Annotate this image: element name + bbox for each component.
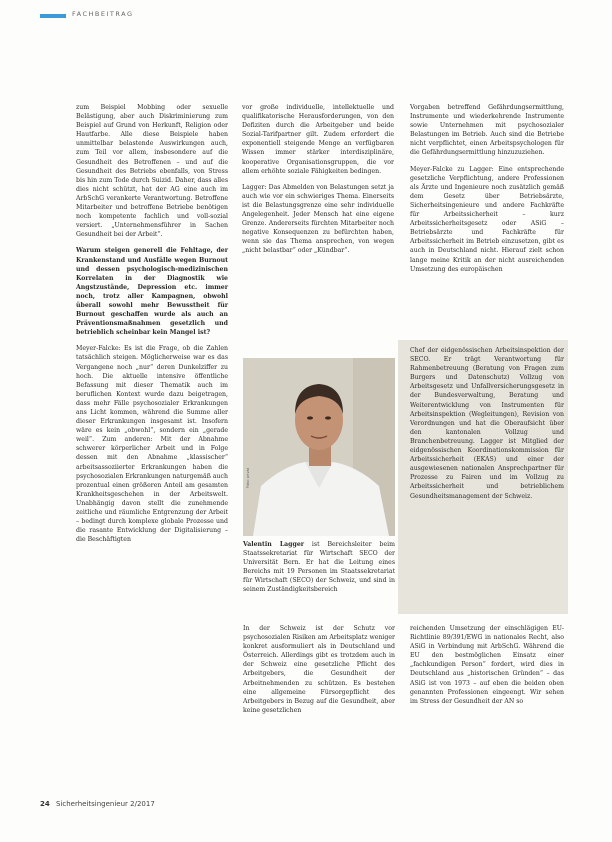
column-1 [76,103,228,551]
column-1-paragraph-1: zum Beispiel Mobbing oder sexuelle Belästigung, aber auch Diskriminierung zum Beispiel auf Grund von Herkunft, Religion oder Hautfarbe. Alle diese Beispiele haben unmittelbar belastende Auswirkungen auch, zum Teil vor allem, insbesondere auf die Gesundheit des Betroffenen – und auf die Gesundheit des Betriebs ebenfalls, von Stress bis hin zum Tode durch Suizid. Daher, dass alles dies nicht schützt, hat der AG eine auch im ArbSchG verankerte Verantwortung. Betroffene Mitarbeiter und betroffene Betriebe benötigen noch kompetente fachlich und voll-sozial versiert. „Unternehmensführer in Sachen Gesundheit bei der Arbeit“. [76,104,228,239]
publication-name: Sicherheitsingenieur 2/2017 [55,800,155,808]
section-label: FACHBEITRAG [72,10,134,18]
photo-caption [243,540,395,595]
info-sidebar-text: Chef der eidgenössischen Arbeitsinspektion der SECO. Er trägt Verantwortung für Rahmenbetreuung (Beratung von Fragen zum Burgers und Datenschutz) Vollzug von Arbeitsgesetz und Unfallversicherungsgesetz in der Bundesverwaltung, Beratung und Weiterentwicklung von Instrumenten für Arbeitsinspektion (Wegleitungen), Revision von Verordnungen und hat die Oberaufsicht über den kantonalen Vollzug und Branchenbetreuung. Lagger ist Mitglied der eidgenössischen Koordinationskommission für Arbeitssicherheit (EKAS) und einer der ausgewiesenen nationalen Ansprechpartner für Prozesse zu Fairen und im Vollzug zu Arbeitssicherheit und betrieblichem Gesundheitsmanagement der Schweiz. [410,347,564,500]
interview-question: Warum steigen generell die Fehltage, der Krankenstand und Ausfälle wegen Burnout und dessen psychologisch-medizinischen Korrelaten in der Diagnostik wie Angstzustände, Depression etc. immer noch, trotz aller Kampagnen, obwohl überall sowohl mehr Bewusstheit für Burnout geschaffen wurde als auch an Präventionsmaßnahmen gesetzlich und betrieblich scheinbar kein Mangel ist? [76,247,228,337]
portrait-figure [243,358,395,536]
column-2-paragraph-2: Lagger: Das Abmelden von Belastungen setzt ja auch wie vor ein schwieriges Thema. Einerseits ist die Belastungsgrenze eine sehr individuelle Angelegenheit. Jeder Mensch hat eine eigene Grenze. Andererseits fürchten Mitarbeiter noch negative Konsequenzen zu befürchten haben, wenn sie das Thema ansprechen, von wegen „nicht belastbar“ oder „Kündbar“. [242,183,394,255]
column-3-paragraph-2: Meyer-Falcke zu Lagger: Eine entsprechende gesetzliche Verpflichtung, andere Professionen als Ärzte und Ingenieure noch zusätzlich gemäß dem Gesetz über Betriebsärzte, Sicherheitsingenieure und andere Fachkräfte für Arbeitssicherheit – kurz Arbeitssicherheitsgesetz oder ASiG – Betriebsärzte und Fachkräfte für Arbeitssicherheit im Betrieb einzusetzen, gibt es auch in Deutschland nicht. Hierauf zielt schon lange meine Kritik an der nicht ausreichenden Umsetzung des europäischen [410,165,564,273]
column-3 [410,103,564,281]
column-3-lower: reichenden Umsetzung der einschlägigen EU-Richtlinie 89/391/EWG in nationales Recht, also ASiG in Verbindung mit ArbSchG. Während die EU den bestmöglichen Einsatz einer „fachkundigen Person“ fordert, wird dies in Deutschland aus „historischen Gründen“ – das ASiG ist von 1973 – auf eben die beiden oben genannten Professionen eingeengt. Wir sehen im Stress der Gesundheit der AN so [410,625,564,705]
header-accent-bar [40,14,66,18]
column-2 [242,103,394,263]
caption-text: ist Bereichsleiter beim Staatssekretariat für Wirtschaft SECO der Universität Bern. Er hat die Leitung eines Bereichs mit 19 Personen im Staatssekretariat für Wirtschaft (SECO) der Schweiz, und sind in seinem Zuständigkeitsbereich [243,541,395,594]
page-number: 24 [40,800,50,808]
portrait-photo [243,358,395,536]
column-2-paragraph-1: vor große individuelle, intellektuelle und qualifikatorische Herausforderungen, von den Defiziten durch die Arbeitgeber und beide Sozial-Tarifpartner gilt. Zudem erfordert die exponentiell steigende Menge an verfügbaren Wissen immer stärker interdisziplinäre, kooperative Organisationsgruppen, die vor allem erhöhte soziale Fähigkeiten bedingen. [242,104,394,175]
column-2-lower: In der Schweiz ist der Schutz vor psychosozialen Risiken am Arbeitsplatz weniger konkret ausformuliert als in Deutschland und Österreich. Allerdings gibt es trotzdem auch in der Schweiz eine gesetzliche Pflicht des Arbeitgebers, die Gesundheit der Arbeitnehmenden zu schützen. Es bestehen eine allgemeine Fürsorgepflicht des Arbeitgebers in Bezug auf die Gesundheit, aber keine gesetzlichen [243,625,395,714]
page-footer [40,800,155,808]
photo-credit: Foto: privat [246,468,250,489]
column-3-paragraph-1: Vorgaben betreffend Gefährdungsermittlung, Instrumente und wiederkehrende Instrumente sowie Unternehmen mit psychosozialer Belastungen im Betrieb. Auch sind die Betriebe nicht verpflichtet, einen Arbeitspsychologen für die Gefährdungsermittlung hinzuzuziehen. [410,104,564,157]
column-1-paragraph-3: Meyer-Falcke: Es ist die Frage, ob die Zahlen tatsächlich steigen. Möglicherweise war es das Vergangene noch „nur“ deren Dunkelziffer zu hoch. Die aktuelle intensive öffentliche Befassung mit dieser Thematik auch im beruflichen Kontext wurde dazu beigetragen, dass mehr Fälle psychosozialer Erkrankungen ans Licht kommen, während die Summe aller dieser Erkrankungen insgesamt ist. Insofern wäre es kein „obwohl“, sondern ein „gerade weil“. Zum anderen: Mit der Abnahme schwerer körperlicher Arbeit und in Folge dessen mit den Abnahme „klassischer“ arbeitsassoziierter Erkrankungen haben die psychosozialen Erkrankungen naturgemäß auch prozentual einen größeren Anteil am gesamten Krankheitsgeschehen in der Arbeitswelt. Unabhängig davon stellt die zunehmende zeitliche und räumliche Entgrenzung der Arbeit – bedingt durch komplexe globale Prozesse und die rasante Entwicklung der Digitalisierung – die Beschäftigten [76,345,228,544]
caption-name: Valentin Lagger [243,541,305,548]
